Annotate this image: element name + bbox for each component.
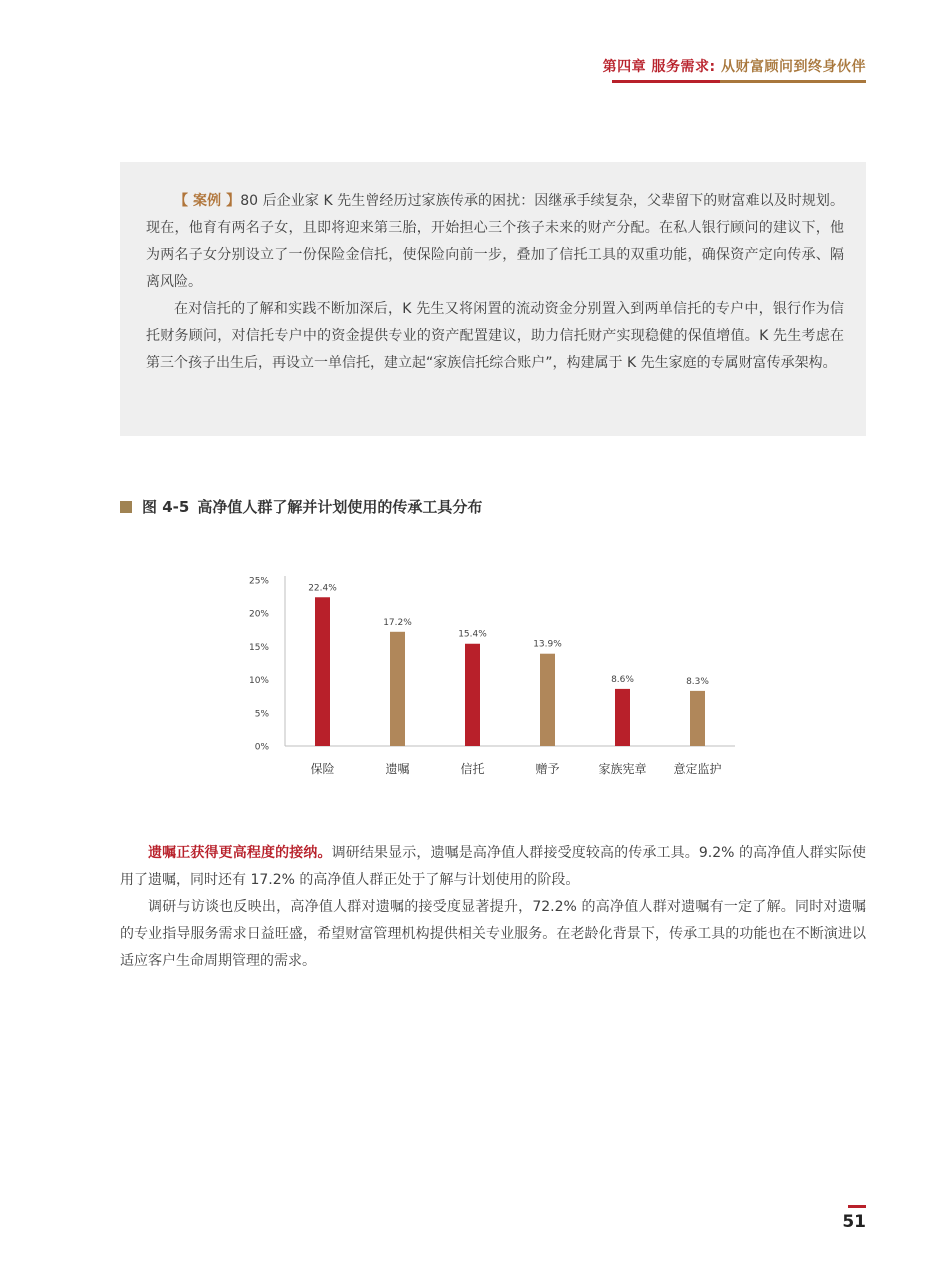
case-box <box>120 162 866 436</box>
x-tick-label: 遗嘱 <box>385 762 410 776</box>
y-tick-label: 20% <box>248 609 269 620</box>
case-paragraph-1 <box>146 188 844 296</box>
body-paragraph-1 <box>120 840 866 894</box>
bar <box>690 691 705 746</box>
bar <box>315 597 330 746</box>
bar-chart <box>230 560 750 790</box>
x-tick-label: 赠予 <box>535 762 560 776</box>
case-label: 【 案例 】 <box>174 193 241 209</box>
y-tick-label: 5% <box>254 709 269 720</box>
page-number: 51 <box>842 1212 866 1232</box>
chapter-header <box>603 56 866 76</box>
figure-caption: 高净值人群了解并计划使用的传承工具分布 <box>197 498 483 516</box>
bar <box>615 689 630 746</box>
data-label: 22.4% <box>308 583 337 594</box>
body-paragraph-1-text: 调研结果显示，遗嘱是高净值人群接受度较高的传承工具。9.2% 的高净值人群实际使用了遗嘱，同时还有 17.2% 的高净值人群正处于了解与计划使用的阶段。 <box>120 845 867 888</box>
chapter-number: 第四章 服务需求: <box>602 59 716 75</box>
page-number-mark <box>848 1205 866 1208</box>
bar <box>540 654 555 746</box>
y-tick-label: 0% <box>254 742 269 753</box>
header-rule <box>612 80 866 83</box>
x-tick-label: 信托 <box>460 762 485 776</box>
data-label: 15.4% <box>458 629 487 640</box>
x-tick-label: 家族宪章 <box>598 762 647 776</box>
body-paragraph-2: 调研与访谈也反映出，高净值人群对遗嘱的接受度显著提升，72.2% 的高净值人群对遗嘱有一定了解。同时对遗嘱的专业指导服务需求日益旺盛，希望财富管理机构提供相关专业服务。在老龄化背景下，传承工具的功能也在不断演进以适应客户生命周期管理的需求。 <box>120 899 866 969</box>
bar <box>390 632 405 746</box>
figure-square-icon <box>120 501 132 513</box>
chapter-title: 从财富顾问到终身伙伴 <box>721 59 866 75</box>
x-tick-label: 意定监护 <box>673 762 722 776</box>
figure-title <box>120 496 482 517</box>
data-label: 17.2% <box>383 617 412 628</box>
data-label: 8.3% <box>686 676 709 687</box>
figure-number: 图 4-5 <box>142 498 190 516</box>
y-tick-label: 15% <box>248 642 269 653</box>
x-tick-label: 保险 <box>310 762 335 776</box>
body-text <box>120 840 866 975</box>
case-paragraph-1-text: 80 后企业家 K 先生曾经历过家族传承的困扰：因继承手续复杂，父辈留下的财富难以及时规划。现在，他育有两名子女，且即将迎来第三胎，开始担心三个孩子未来的财产分配。在私人银行顾问的建议下，他为两名子女分别设立了一份保险金信托，使保险向前一步，叠加了信托工具的双重功能，确保资产定向传承、隔离风险。 <box>146 193 845 290</box>
y-tick-label: 25% <box>248 576 269 587</box>
data-label: 13.9% <box>533 639 562 650</box>
y-tick-label: 10% <box>248 676 269 687</box>
header-rule-accent <box>612 80 720 83</box>
case-paragraph-2: 在对信托的了解和实践不断加深后，K 先生又将闲置的流动资金分别置入到两单信托的专户中，银行作为信托财务顾问，对信托专户中的资金提供专业的资产配置建议，助力信托财产实现稳健的保值增值。K 先生考虑在第三个孩子出生后，再设立一单信托，建立起“家族信托综合账户”，构建属于 K 先生家庭的专属财富传承架构。 <box>146 301 844 371</box>
body-lead-sentence: 遗嘱正获得更高程度的接纳。 <box>148 845 332 861</box>
data-label: 8.6% <box>611 674 634 685</box>
bar <box>465 644 480 746</box>
